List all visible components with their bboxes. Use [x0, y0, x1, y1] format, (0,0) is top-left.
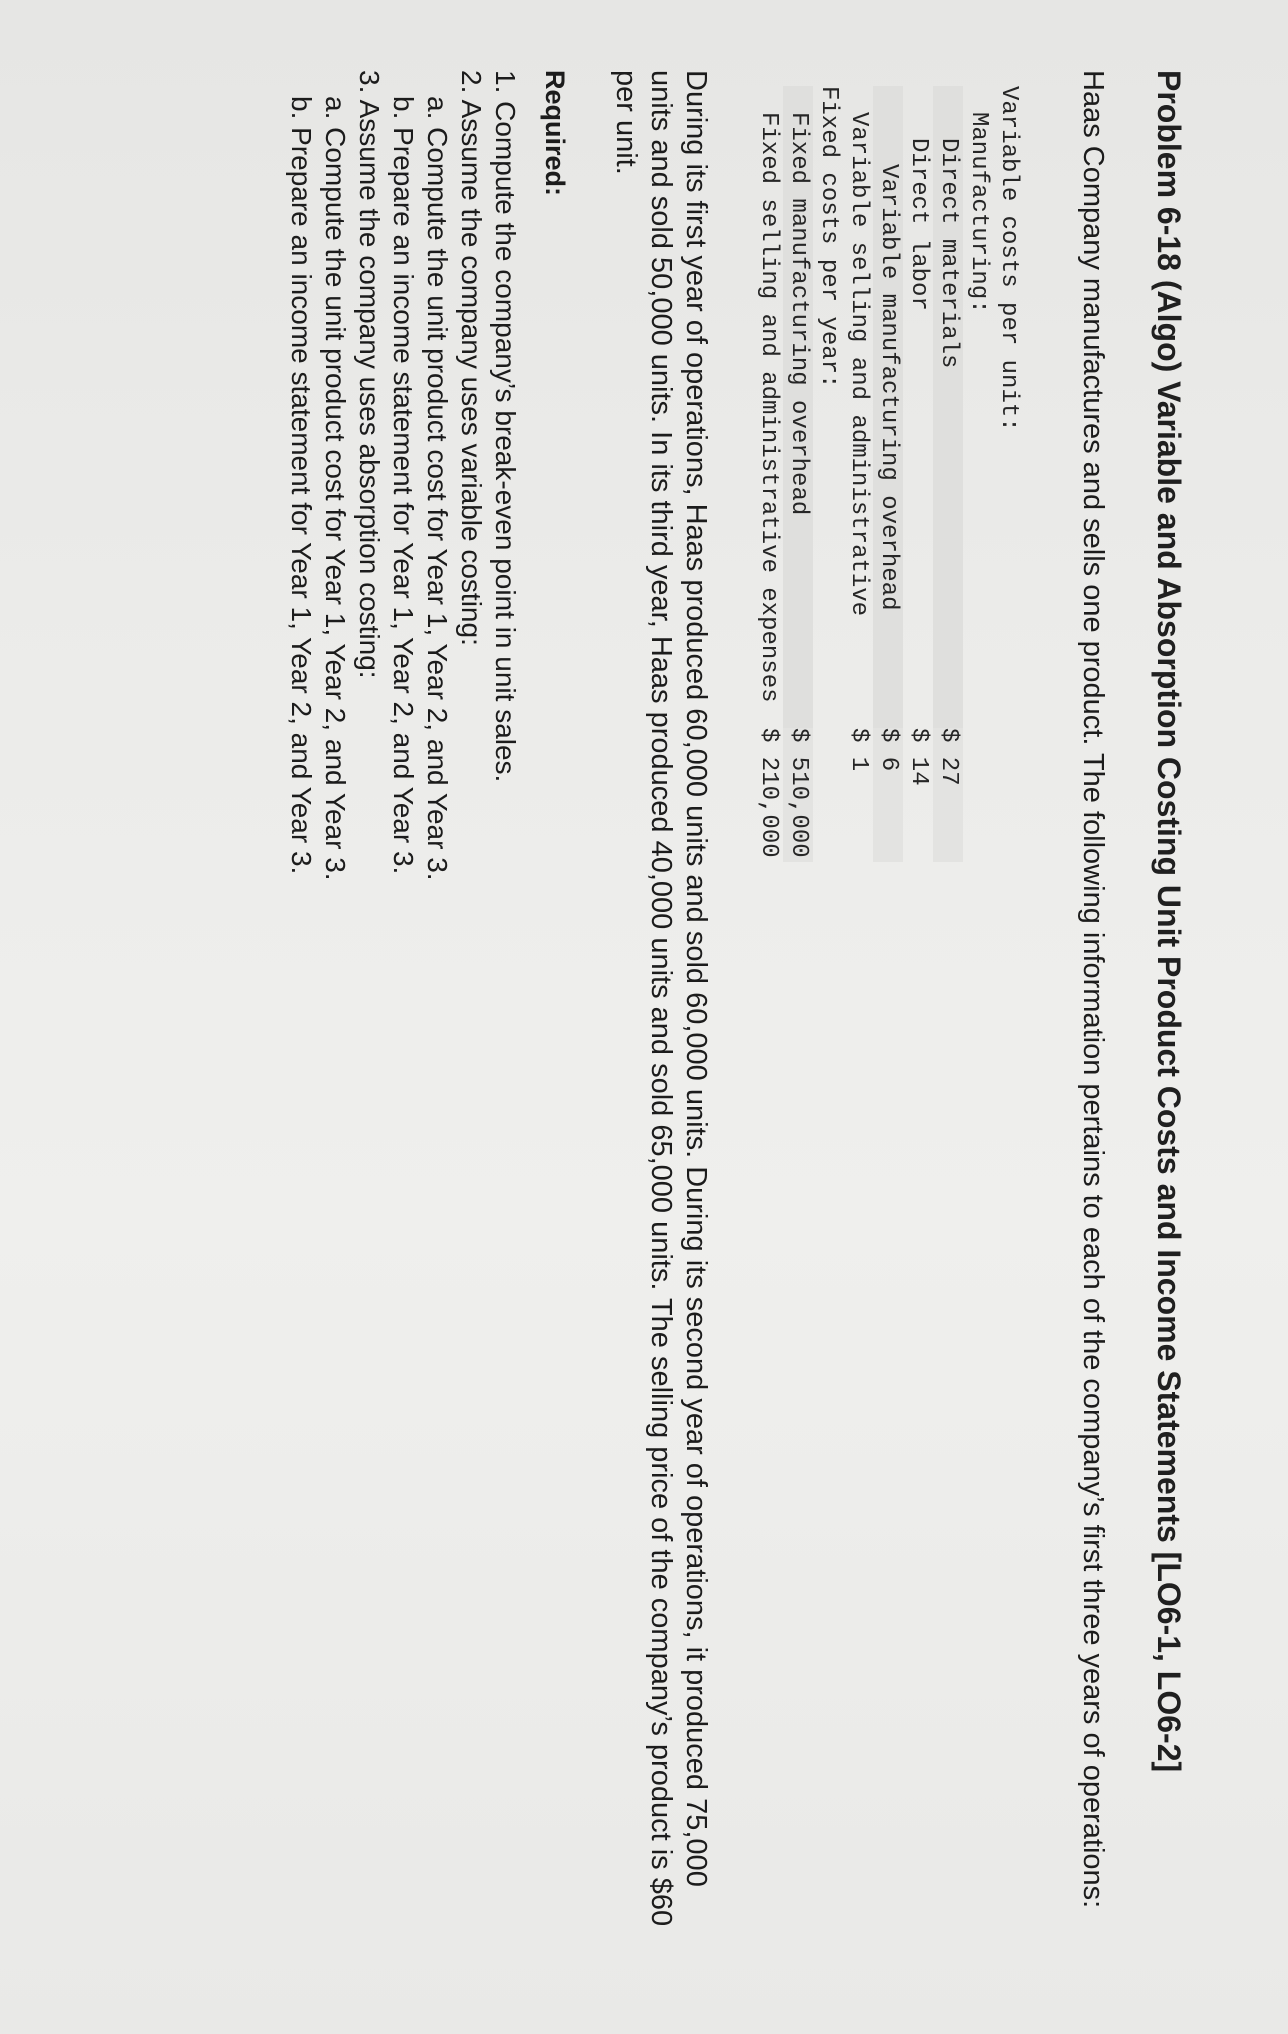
table-row: [993, 86, 1023, 862]
row-value: $ 210,000: [755, 728, 782, 858]
table-row: [963, 86, 993, 862]
operations-paragraph: During its first year of operations, Haas produced 60,000 units and sold 60,000 units. During its second year of operations, it produced 75,000 units and sold 50,000 units. In its third year, Haas produced 40,000 units and sold 65,000 units. The selling price of the company’s product is $60 per unit.: [610, 70, 712, 1927]
list-item: 1. Compute the company’s break-even point in unit sales.: [490, 70, 521, 783]
row-value: [963, 728, 993, 862]
table-row: [753, 86, 783, 862]
cost-table: [753, 86, 1023, 862]
row-label: Variable manufacturing overhead: [873, 86, 903, 728]
requirements-list: [284, 70, 522, 1950]
row-value: $ 14: [905, 728, 932, 786]
table-row: [873, 86, 903, 862]
row-label: Fixed selling and administrative expenses: [755, 112, 782, 703]
list-item: b. Prepare an income statement for Year 1, Year 2, and Year 3.: [388, 96, 419, 875]
list-item: 2. Assume the company uses variable costing:: [456, 70, 487, 646]
table-row: [903, 86, 933, 862]
table-row: [843, 86, 873, 862]
list-item: 3. Assume the company uses absorption costing:: [354, 70, 385, 679]
required-heading: Required:: [540, 70, 570, 197]
row-value: $ 510,000: [783, 728, 813, 862]
problem-title: Problem 6-18 (Algo) Variable and Absorption Costing Unit Product Costs and Income Statements [LO6-1, LO6-2]: [1151, 70, 1187, 1773]
intro-paragraph: Haas Company manufactures and sells one product. The following information pertains to each of the company’s first three years of operations:: [1077, 70, 1109, 1909]
row-value: $ 1: [845, 728, 872, 772]
row-label: Manufacturing:: [965, 112, 992, 314]
row-label: Direct materials: [933, 86, 963, 728]
table-row: [933, 86, 963, 862]
list-item: a. Compute the unit product cost for Year 1, Year 2, and Year 3.: [320, 96, 351, 881]
row-label: Variable selling and administrative: [845, 112, 872, 617]
row-value: [993, 728, 1023, 862]
list-item: b. Prepare an income statement for Year 1, Year 2, and Year 3.: [286, 96, 317, 875]
problem-content: [284, 70, 1188, 1950]
row-label: Variable costs per unit:: [995, 86, 1022, 432]
row-label: Fixed manufacturing overhead: [783, 86, 813, 728]
table-row: [783, 86, 813, 862]
row-value: $ 27: [933, 728, 963, 862]
row-value: $ 6: [873, 728, 903, 862]
table-row: [813, 86, 843, 862]
list-item: a. Compute the unit product cost for Year 1, Year 2, and Year 3.: [422, 96, 453, 881]
row-label: Direct labor: [905, 138, 932, 311]
row-label: Fixed costs per year:: [815, 86, 842, 389]
row-value: [813, 728, 843, 862]
